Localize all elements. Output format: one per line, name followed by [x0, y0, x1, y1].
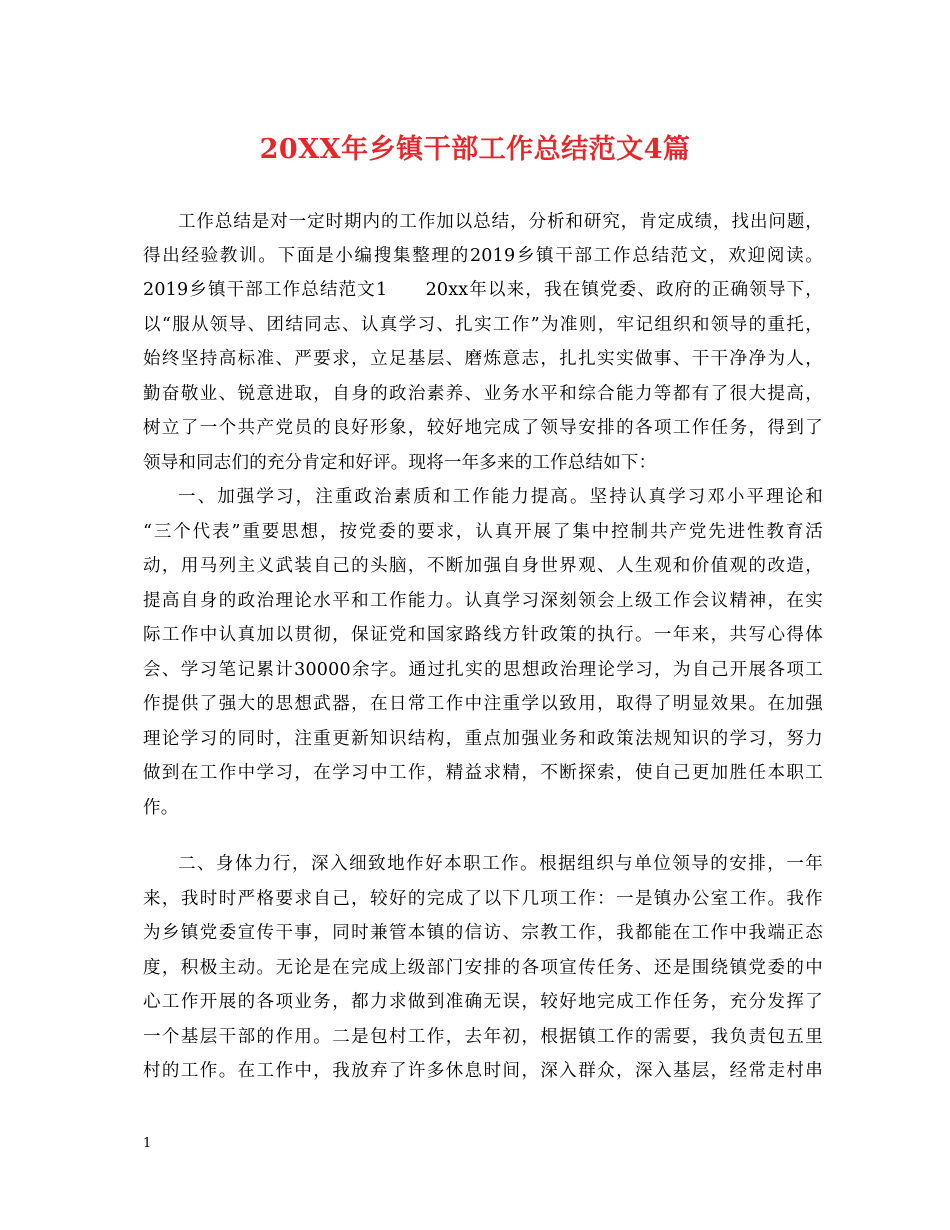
text-line: 领导和同志们的充分肯定和好评。现将一年多来的工作总结如下： — [143, 453, 657, 473]
text-line: 村的工作。在工作中，我放弃了许多休息时间，深入群众，深入基层，经常走村串 — [143, 1061, 823, 1081]
text-line: 得出经验教训。下面是小编搜集整理的2019乡镇干部工作总结范文，欢迎阅读。 — [143, 246, 823, 266]
text-line: 一、加强学习，注重政治素质和工作能力提高。坚持认真学习邓小平理论和 — [178, 487, 823, 507]
text-line: 作提供了强大的思想武器，在日常工作中注重学以致用，取得了明显效果。在加强 — [143, 694, 823, 714]
text-line: 始终坚持高标准、严要求，立足基层、磨炼意志，扎扎实实做事、干干净净为人， — [143, 349, 823, 369]
text-line: 度，积极主动。无论是在完成上级部门安排的各项宣传任务、还是围绕镇党委的中 — [143, 958, 823, 978]
text-line: 理论学习的同时，注重更新知识结构，重点加强业务和政策法规知识的学习，努力 — [143, 729, 823, 749]
text-line: 心工作开展的各项业务，都力求做到准确无误，较好地完成工作任务，充分发挥了 — [143, 992, 823, 1012]
text-line: 以“服从领导、团结同志、认真学习、扎实工作”为准则，牢记组织和领导的重托， — [143, 315, 823, 335]
text-line: 做到在工作中学习，在学习中工作，精益求精，不断探索，使自己更加胜任本职工 — [143, 763, 823, 783]
text-line: 提高自身的政治理论水平和工作能力。认真学习深刻领会上级工作会议精神，在实 — [143, 591, 823, 611]
text-line: 际工作中认真加以贯彻，保证党和国家路线方针政策的执行。一年来，共写心得体 — [143, 625, 823, 645]
text-line: 来，我时时严格要求自己，较好的完成了以下几项工作：一是镇办公室工作。我作 — [143, 889, 823, 909]
text-line: 二、身体力行，深入细致地作好本职工作。根据组织与单位领导的安排，一年 — [178, 854, 823, 874]
text-line: 作。 — [143, 798, 179, 818]
document-title: 20XX年乡镇干部工作总结范文4篇 — [259, 134, 691, 165]
text-line: “三个代表”重要思想，按党委的要求，认真开展了集中控制共产党先进性教育活 — [143, 522, 823, 542]
text-line: 工作总结是对一定时期内的工作加以总结，分析和研究，肯定成绩，找出问题， — [178, 212, 823, 232]
text-line: 为乡镇党委宣传干事，同时兼管本镇的信访、宗教工作，我都能在工作中我端正态 — [143, 923, 823, 943]
text-line: 2019乡镇干部工作总结范文1 20xx年以来，我在镇党委、政府的正确领导下， — [143, 280, 823, 300]
page-number: 1 — [143, 1136, 152, 1151]
text-line: 会、学习笔记累计30000余字。通过扎实的思想政治理论学习，为自己开展各项工 — [143, 660, 823, 680]
text-line: 勤奋敬业、锐意进取，自身的政治素养、业务水平和综合能力等都有了很大提高， — [143, 384, 823, 404]
text-line: 动，用马列主义武装自己的头脑，不断加强自身世界观、人生观和价值观的改造， — [143, 556, 823, 576]
text-line: 树立了一个共产党员的良好形象，较好地完成了领导安排的各项工作任务，得到了 — [143, 418, 823, 438]
text-line: 一个基层干部的作用。二是包村工作，去年初，根据镇工作的需要，我负责包五里 — [143, 1027, 823, 1047]
